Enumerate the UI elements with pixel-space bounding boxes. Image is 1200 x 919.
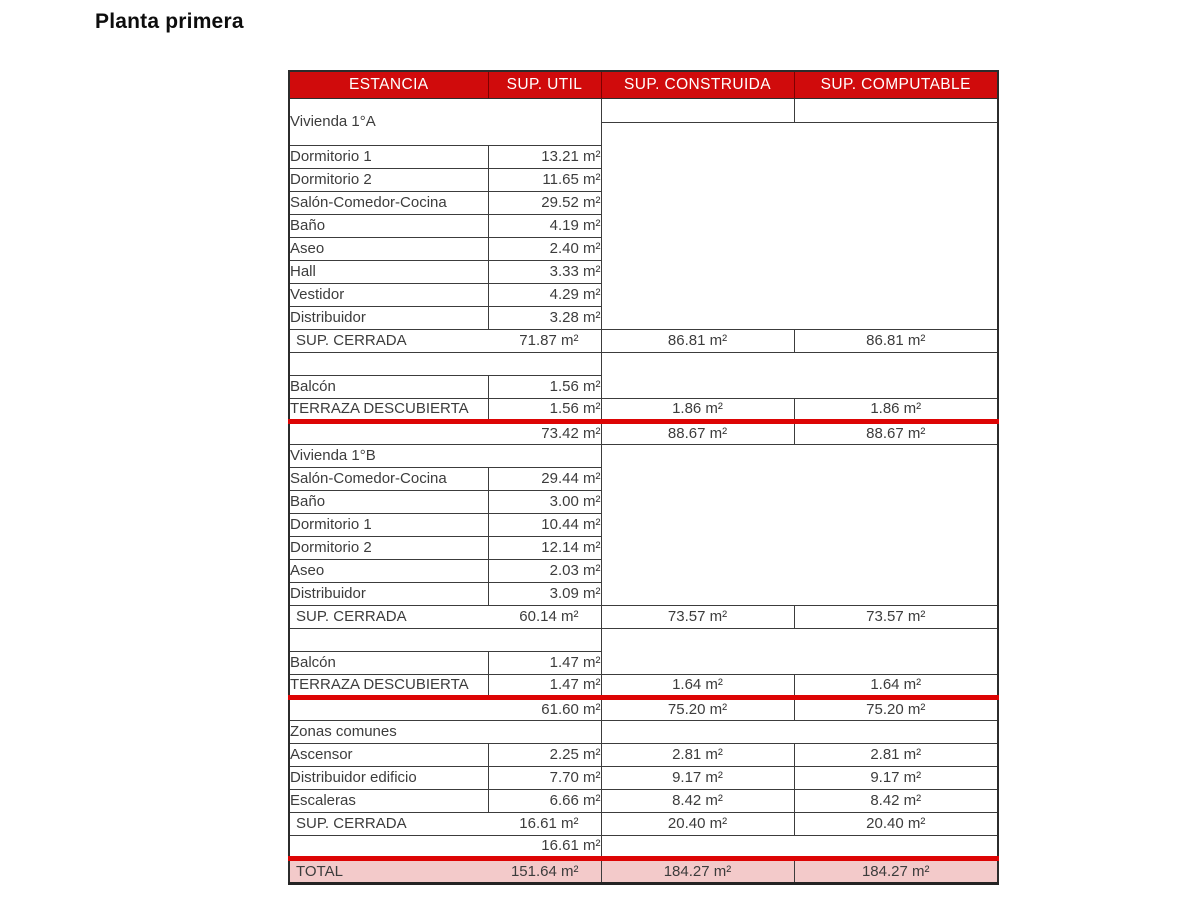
cell-estancia: Balcón xyxy=(289,375,488,398)
empty-cell xyxy=(794,98,998,122)
cell-sup-cerrada xyxy=(289,812,601,835)
table-row xyxy=(289,720,998,743)
cell-estancia: Escaleras xyxy=(289,789,488,812)
cell-sup-cerrada-value: 60.14 m² xyxy=(519,608,579,625)
cell-estancia: Distribuidor xyxy=(289,582,488,605)
cell-sup-computable: 9.17 m² xyxy=(794,766,998,789)
table-row xyxy=(289,98,998,122)
cell-sup-util: 3.09 m² xyxy=(488,582,601,605)
cell-estancia: TERRAZA DESCUBIERTA xyxy=(289,674,488,697)
table-row xyxy=(289,697,998,720)
table-row xyxy=(289,605,998,628)
subtotal-sup-util: 16.61 m² xyxy=(289,835,601,858)
cell-sup-computable: 1.64 m² xyxy=(794,674,998,697)
cell-sup-util: 7.70 m² xyxy=(488,766,601,789)
cell-sup-cerrada-value: 71.87 m² xyxy=(519,332,579,349)
table-row xyxy=(289,789,998,812)
cell-sup-cerrada-text: SUP. CERRADA xyxy=(296,608,407,625)
table-row xyxy=(289,766,998,789)
cell-estancia: Ascensor xyxy=(289,743,488,766)
cell-estancia: Hall xyxy=(289,260,488,283)
cell-sup-util: 13.21 m² xyxy=(488,145,601,168)
cell-estancia: Vestidor xyxy=(289,283,488,306)
cell-sup-util: 3.00 m² xyxy=(488,490,601,513)
subtotal-sup-util: 73.42 m² xyxy=(289,421,601,444)
subtotal-sup-computable: 88.67 m² xyxy=(794,421,998,444)
merged-empty-cell xyxy=(601,444,998,605)
cell-sup-util: 11.65 m² xyxy=(488,168,601,191)
cell-estancia: Salón-Comedor-Cocina xyxy=(289,191,488,214)
cell-sup-computable: 20.40 m² xyxy=(794,812,998,835)
section-label-vivienda-1b: Vivienda 1°B xyxy=(289,444,601,467)
cell-sup-util: 1.56 m² xyxy=(488,398,601,421)
cell-estancia: Baño xyxy=(289,490,488,513)
cell-sup-construida: 20.40 m² xyxy=(601,812,794,835)
cell-sup-util: 3.33 m² xyxy=(488,260,601,283)
cell-sup-util: 3.28 m² xyxy=(488,306,601,329)
cell-sup-cerrada-text: SUP. CERRADA xyxy=(296,815,407,832)
cell-sup-util: 1.47 m² xyxy=(488,674,601,697)
cell-sup-util: 10.44 m² xyxy=(488,513,601,536)
cell-sup-util: 1.47 m² xyxy=(488,651,601,674)
total-label-text: TOTAL xyxy=(296,862,343,880)
cell-sup-util: 2.03 m² xyxy=(488,559,601,582)
merged-empty-cell xyxy=(601,352,998,398)
cell-estancia: Aseo xyxy=(289,559,488,582)
table-row xyxy=(289,743,998,766)
empty-cell xyxy=(601,98,794,122)
cell-sup-computable: 2.81 m² xyxy=(794,743,998,766)
column-header-sup-computable: SUP. COMPUTABLE xyxy=(794,71,998,98)
table-row xyxy=(289,812,998,835)
table-row xyxy=(289,674,998,697)
cell-estancia: Salón-Comedor-Cocina xyxy=(289,467,488,490)
cell-sup-cerrada xyxy=(289,329,601,352)
total-label xyxy=(289,858,601,883)
merged-empty-cell xyxy=(601,835,998,858)
cell-sup-util: 2.40 m² xyxy=(488,237,601,260)
cell-sup-util: 29.52 m² xyxy=(488,191,601,214)
cell-sup-util: 29.44 m² xyxy=(488,467,601,490)
total-label-value: 151.64 m² xyxy=(510,862,579,880)
table-row xyxy=(289,835,998,858)
cell-sup-construida: 8.42 m² xyxy=(601,789,794,812)
cell-sup-cerrada-value: 16.61 m² xyxy=(519,815,579,832)
merged-empty-cell xyxy=(601,122,998,329)
total-sup-computable: 184.27 m² xyxy=(794,858,998,883)
table-row xyxy=(289,444,998,467)
cell-sup-util: 2.25 m² xyxy=(488,743,601,766)
column-header-sup-construida: SUP. CONSTRUIDA xyxy=(601,71,794,98)
cell-estancia: Balcón xyxy=(289,651,488,674)
cell-sup-computable: 1.86 m² xyxy=(794,398,998,421)
cell-estancia: Distribuidor xyxy=(289,306,488,329)
cell-sup-construida: 73.57 m² xyxy=(601,605,794,628)
surface-area-table-body xyxy=(289,71,998,883)
surface-area-table xyxy=(288,70,999,885)
cell-estancia: Dormitorio 1 xyxy=(289,145,488,168)
cell-sup-util: 4.19 m² xyxy=(488,214,601,237)
cell-sup-computable: 73.57 m² xyxy=(794,605,998,628)
subtotal-sup-util: 61.60 m² xyxy=(289,697,601,720)
cell-estancia: Dormitorio 1 xyxy=(289,513,488,536)
table-row xyxy=(289,352,998,375)
cell-estancia: TERRAZA DESCUBIERTA xyxy=(289,398,488,421)
section-label-vivienda-1a: Vivienda 1°A xyxy=(289,98,601,145)
blank-cell xyxy=(289,628,601,651)
cell-sup-construida: 86.81 m² xyxy=(601,329,794,352)
column-header-sup-util: SUP. UTIL xyxy=(488,71,601,98)
section-label-zonas-comunes: Zonas comunes xyxy=(289,720,601,743)
subtotal-sup-construida: 88.67 m² xyxy=(601,421,794,444)
cell-sup-cerrada-text: SUP. CERRADA xyxy=(296,332,407,349)
cell-sup-construida: 1.86 m² xyxy=(601,398,794,421)
cell-sup-util: 1.56 m² xyxy=(488,375,601,398)
cell-sup-computable: 86.81 m² xyxy=(794,329,998,352)
merged-empty-cell xyxy=(601,720,998,743)
cell-sup-cerrada xyxy=(289,605,601,628)
table-row xyxy=(289,628,998,651)
cell-sup-util: 12.14 m² xyxy=(488,536,601,559)
cell-sup-construida: 2.81 m² xyxy=(601,743,794,766)
cell-estancia: Dormitorio 2 xyxy=(289,536,488,559)
cell-sup-construida: 1.64 m² xyxy=(601,674,794,697)
cell-sup-construida: 9.17 m² xyxy=(601,766,794,789)
cell-sup-util: 4.29 m² xyxy=(488,283,601,306)
cell-estancia: Aseo xyxy=(289,237,488,260)
cell-estancia: Baño xyxy=(289,214,488,237)
cell-estancia: Dormitorio 2 xyxy=(289,168,488,191)
column-header-estancia: ESTANCIA xyxy=(289,71,488,98)
table-row xyxy=(289,858,998,883)
subtotal-sup-computable: 75.20 m² xyxy=(794,697,998,720)
merged-empty-cell xyxy=(601,628,998,674)
table-row xyxy=(289,421,998,444)
subtotal-sup-construida: 75.20 m² xyxy=(601,697,794,720)
table-row xyxy=(289,398,998,421)
page-title: Planta primera xyxy=(95,10,244,33)
cell-estancia: Distribuidor edificio xyxy=(289,766,488,789)
table-row xyxy=(289,329,998,352)
table-row xyxy=(289,71,998,98)
total-sup-construida: 184.27 m² xyxy=(601,858,794,883)
cell-sup-util: 6.66 m² xyxy=(488,789,601,812)
cell-sup-computable: 8.42 m² xyxy=(794,789,998,812)
blank-cell xyxy=(289,352,601,375)
